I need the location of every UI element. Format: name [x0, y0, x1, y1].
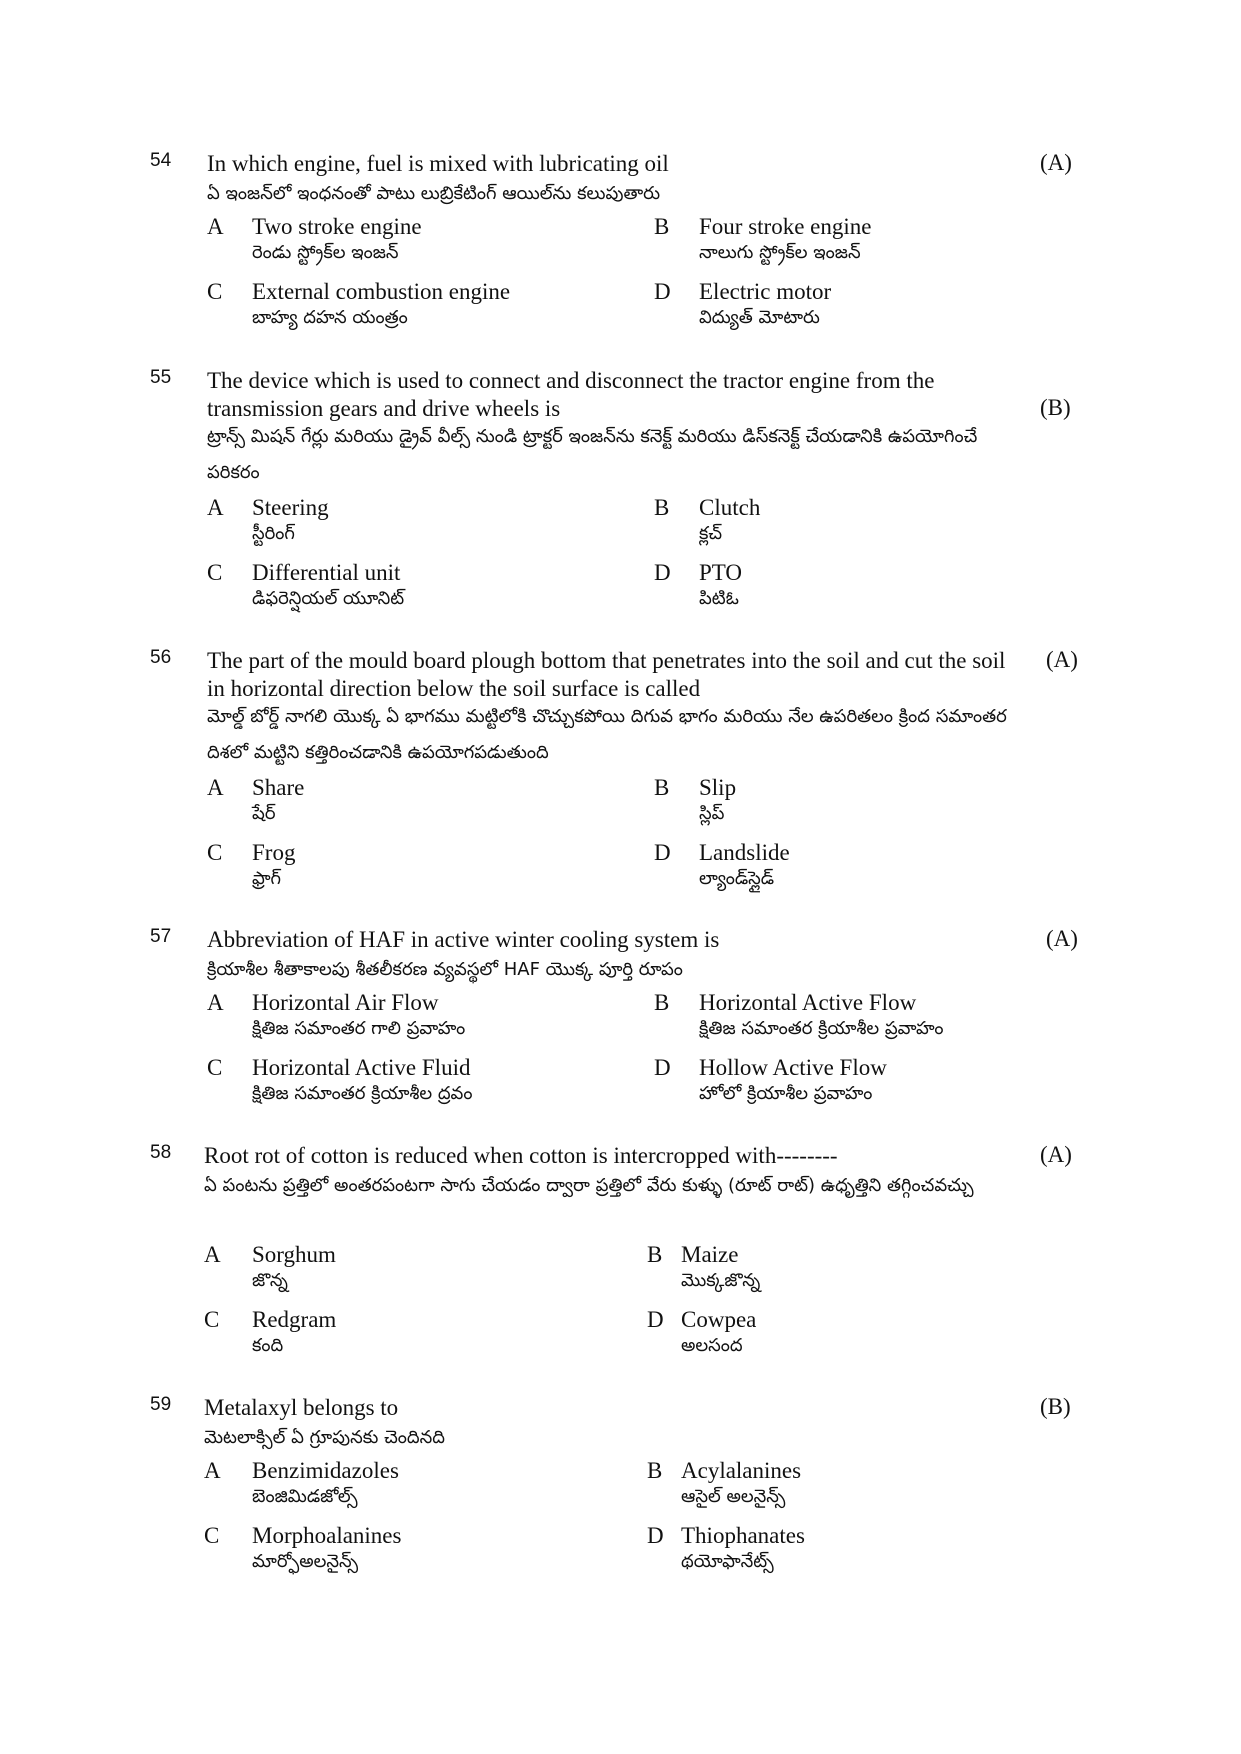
option-text-te: మొక్కజొన్న — [681, 1270, 761, 1291]
option-text-te: క్షితిజ సమాంతర క్రియాశీల ప్రవాహం — [699, 1018, 944, 1039]
option-text-en: Sorghum — [252, 1242, 336, 1267]
option-letter: A — [207, 214, 224, 239]
question-text-en: Root rot of cotton is reduced when cotton is intercropped with-------- — [204, 1143, 838, 1168]
option-text-en: Acylalanines — [681, 1458, 802, 1483]
option-text-en: Slip — [699, 775, 737, 800]
answer-key: (A) — [1046, 926, 1078, 951]
option-letter: C — [207, 1055, 223, 1080]
option-text-te: స్లిప్ — [699, 803, 725, 824]
answer-key: (B) — [1040, 1394, 1071, 1419]
option-text-te: పిటిఓ — [699, 588, 739, 609]
option-text-te: క్లచ్ — [699, 523, 723, 544]
question-text-te: ఏ ఇంజన్‌లో ఇంధనంతో పాటు లుబ్రికేటింగ్ ఆయిల్‌ను కలుపుతారు — [207, 183, 661, 204]
option-text-en: Thiophanates — [681, 1523, 805, 1548]
question-text-en: Metalaxyl belongs to — [204, 1395, 399, 1420]
answer-key: (A) — [1046, 647, 1078, 672]
option-letter: B — [654, 775, 670, 800]
option-text-te: కంది — [252, 1335, 284, 1356]
option-letter: A — [204, 1242, 221, 1267]
option-letter: A — [207, 990, 224, 1015]
option-text-te: ఆసైల్ అలనైన్స్ — [681, 1486, 786, 1507]
question-number: 57 — [150, 926, 172, 947]
option-letter: C — [204, 1307, 220, 1332]
option-text-en: PTO — [699, 560, 743, 585]
answer-key: (A) — [1040, 150, 1072, 175]
option-text-te: థయోఫానేట్స్ — [681, 1551, 774, 1572]
option-text-te: ల్యాండ్‌స్లైడ్ — [699, 868, 775, 889]
option-letter: B — [654, 214, 670, 239]
question-text-en: Abbreviation of HAF in active winter cooling system is — [207, 927, 720, 952]
option-text-en: Horizontal Active Fluid — [252, 1055, 471, 1080]
option-text-en: Clutch — [699, 495, 761, 520]
option-text-te: నాలుగు స్ట్రోక్‌ల ఇంజన్ — [699, 242, 861, 263]
question-text-te: క్రియాశీల శీతాకాలపు శీతలీకరణ వ్యవస్థలో HAF యొక్క పూర్తి రూపం — [207, 959, 683, 980]
option-text-en: Horizontal Air Flow — [252, 990, 439, 1015]
option-letter: A — [207, 495, 224, 520]
question-text-te: మెటలాక్సిల్ ఏ గ్రూపునకు చెందినది — [204, 1427, 445, 1448]
option-text-en: External combustion engine — [252, 279, 511, 304]
option-text-te: బాహ్య దహన యంత్రం — [252, 307, 408, 328]
option-text-te: హోలో క్రియాశీల ప్రవాహం — [699, 1083, 873, 1104]
option-text-en: Two stroke engine — [252, 214, 422, 239]
question-number: 59 — [150, 1394, 172, 1415]
option-text-en: Hollow Active Flow — [699, 1055, 887, 1080]
option-text-te: బెంజిమిడజోల్స్ — [252, 1486, 358, 1507]
option-text-te: మార్ఫోఅలనైన్స్ — [252, 1551, 359, 1572]
option-text-en: Benzimidazoles — [252, 1458, 399, 1483]
option-letter: C — [207, 840, 223, 865]
option-text-te: షేర్ — [252, 803, 276, 824]
option-text-en: Steering — [252, 495, 329, 520]
option-text-te: రెండు స్ట్రోక్‌ల ఇంజన్ — [252, 242, 399, 263]
option-letter: D — [654, 279, 671, 304]
option-text-te: ఫ్రాగ్ — [252, 868, 282, 889]
option-text-te: స్టీరింగ్ — [252, 523, 295, 544]
option-letter: B — [647, 1458, 663, 1483]
option-text-en: Landslide — [699, 840, 790, 865]
question-number: 56 — [150, 647, 172, 668]
option-text-en: Maize — [681, 1242, 739, 1267]
option-text-en: Four stroke engine — [699, 214, 872, 239]
answer-key: (B) — [1040, 395, 1071, 420]
question-number: 55 — [150, 367, 172, 388]
question-number: 54 — [150, 150, 172, 171]
option-text-en: Redgram — [252, 1307, 337, 1332]
option-text-en: Electric motor — [699, 279, 832, 304]
question-text-te: మోల్డ్ బోర్డ్ నాగలి యొక్క ఏ భాగము మట్టిలోకి చొచ్చుకపోయి దిగువ భాగం మరియు నేల ఉపరితలం క్రింద సమాంతర దిశలో మట్టిని కత్తిరించడానికి ఉపయోగపడుతుంది — [207, 706, 1007, 763]
option-text-te: అలసంద — [681, 1335, 743, 1356]
question-text-te: ట్రాన్స్ మిషన్ గేర్లు మరియు డ్రైవ్ వీల్స్ నుండి ట్రాక్టర్ ఇంజన్‌ను కనెక్ట్ మరియు డిస్‌కనెక్ట్ చేయడానికి ఉపయోగించే పరికరం — [207, 426, 978, 483]
option-letter: D — [654, 1055, 671, 1080]
option-letter: D — [654, 840, 671, 865]
option-letter: C — [207, 279, 223, 304]
question-number: 58 — [150, 1142, 172, 1163]
option-text-en: Share — [252, 775, 305, 800]
option-text-te: విద్యుత్ మోటారు — [699, 307, 820, 328]
option-letter: A — [207, 775, 224, 800]
option-letter: B — [654, 495, 670, 520]
question-text-te: ఏ పంటను ప్రత్తిలో అంతరపంటగా సాగు చేయడం ద్వారా ప్రత్తిలో వేరు కుళ్ళు (రూట్ రాట్) ఉధృత్తిని తగ్గించవచ్చు — [204, 1175, 974, 1196]
option-letter: C — [207, 560, 223, 585]
option-letter: D — [647, 1307, 664, 1332]
option-text-en: Morphoalanines — [252, 1523, 402, 1548]
option-text-en: Cowpea — [681, 1307, 757, 1332]
option-text-en: Differential unit — [252, 560, 401, 585]
option-letter: C — [204, 1523, 220, 1548]
option-letter: A — [204, 1458, 221, 1483]
option-letter: D — [654, 560, 671, 585]
option-text-te: జొన్న — [252, 1270, 288, 1291]
option-text-en: Horizontal Active Flow — [699, 990, 917, 1015]
option-text-en: Frog — [252, 840, 296, 865]
option-letter: B — [654, 990, 670, 1015]
option-letter: D — [647, 1523, 664, 1548]
option-text-te: డిఫరెన్షియల్ యూనిట్ — [252, 588, 405, 609]
option-letter: B — [647, 1242, 663, 1267]
question-text-en: The device which is used to connect and disconnect the tractor engine from the transmission gears and drive wheels is — [207, 368, 935, 421]
question-text-en: The part of the mould board plough bottom that penetrates into the soil and cut the soil in horizontal direction below the soil surface is called — [207, 648, 1006, 701]
option-text-te: క్షితిజ సమాంతర క్రియాశీల ద్రవం — [252, 1083, 473, 1104]
answer-key: (A) — [1040, 1142, 1072, 1167]
question-text-en: In which engine, fuel is mixed with lubricating oil — [207, 151, 669, 176]
option-text-te: క్షితిజ సమాంతర గాలి ప్రవాహం — [252, 1018, 466, 1039]
